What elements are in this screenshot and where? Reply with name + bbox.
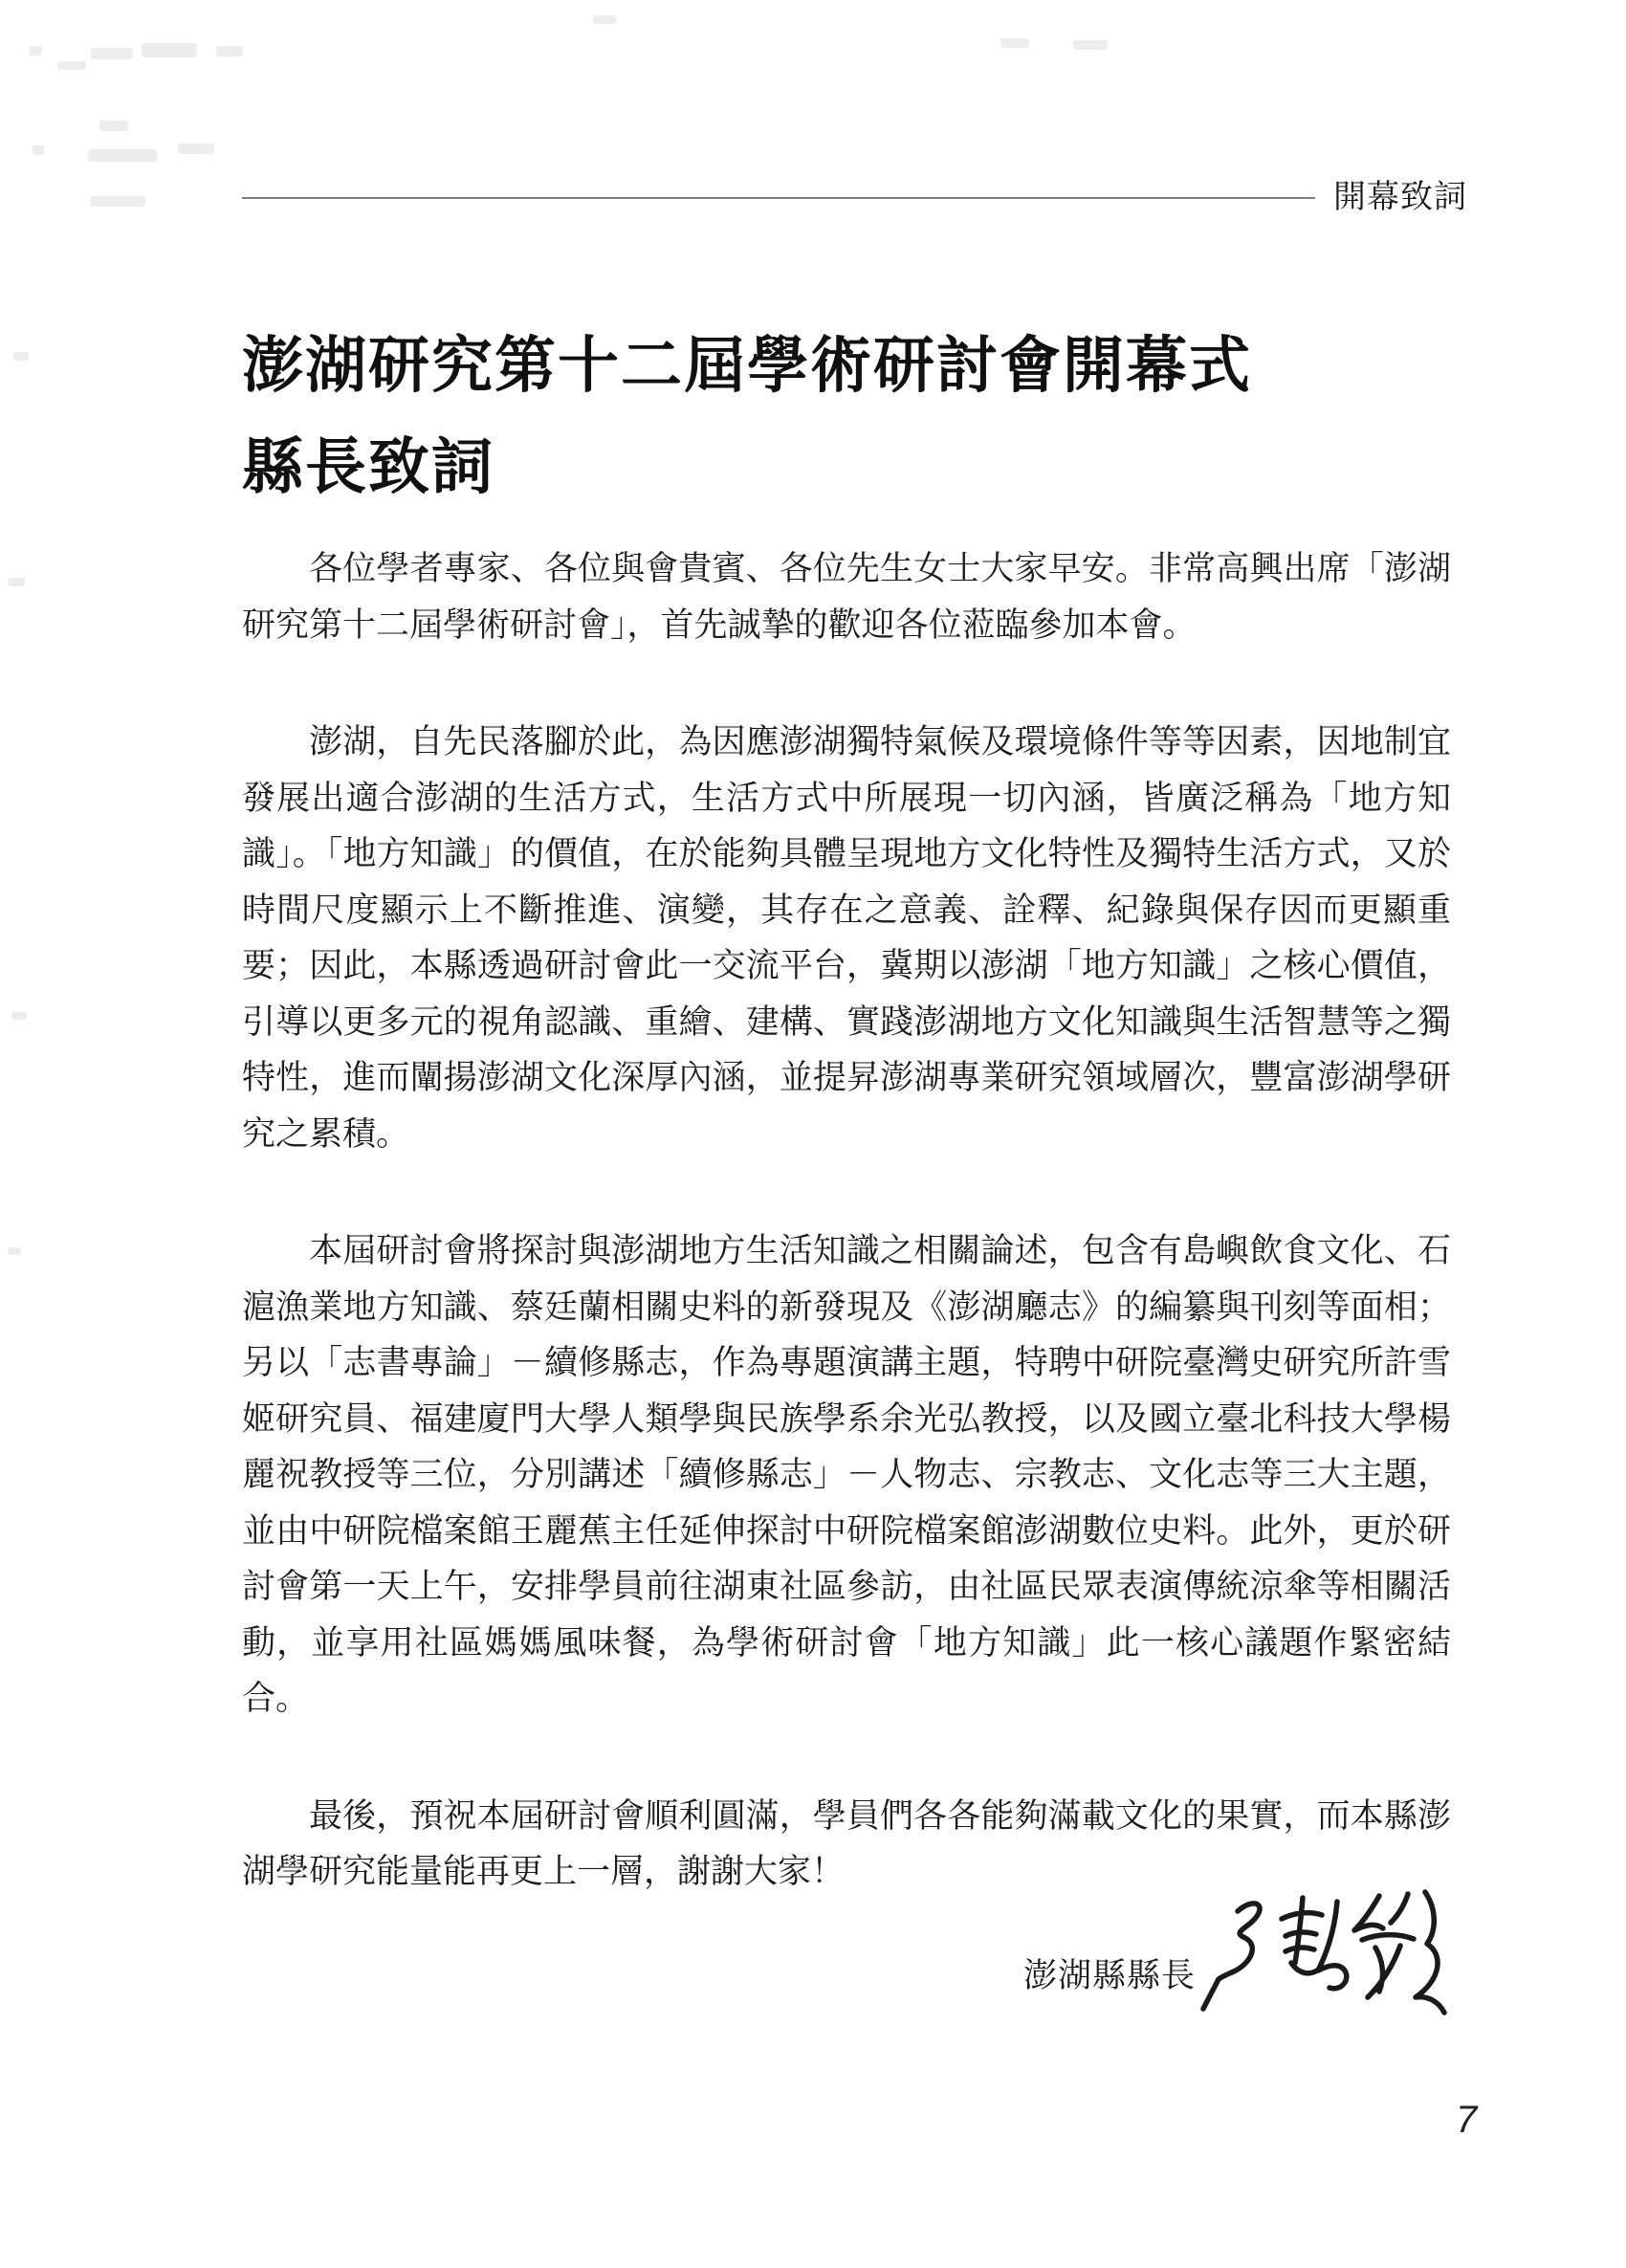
scan-noise (593, 15, 616, 24)
title-line-2: 縣長致詞 (242, 433, 494, 501)
page-number: 7 (1456, 2099, 1478, 2141)
body-text (242, 541, 1451, 1962)
scan-noise (178, 143, 214, 154)
paragraph-4: 最後，預祝本屆研討會順利圓滿，學員們各各能夠滿載文化的果實，而本縣澎湖學研究能量能再更上一層，謝謝大家！ (242, 1796, 1451, 1890)
scan-noise (13, 352, 29, 361)
scan-noise (1073, 40, 1108, 50)
scan-noise (142, 43, 197, 57)
scan-noise (91, 48, 133, 59)
scan-noise (1000, 38, 1029, 48)
title-line-1: 澎湖研究第十二屆學術研討會開幕式 (242, 332, 1252, 400)
signature-handwriting (1192, 1884, 1454, 2028)
scan-noise (33, 145, 44, 155)
scan-noise (57, 61, 86, 70)
scan-noise (90, 196, 145, 207)
scan-noise (99, 121, 128, 131)
scan-noise (8, 1247, 21, 1255)
document-title (242, 316, 1252, 518)
paragraph-3: 本屆研討會將探討與澎湖地方生活知識之相關論述，包含有島嶼飲食文化、石滬漁業地方知識、蔡廷蘭相關史料的新發現及《澎湖廳志》的編纂與刊刻等面相；另以「志書專論」－續修縣志，作為專題演講主題，特聘中研院臺灣史研究所許雪姬研究員、福建廈門大學人類學與民族學系余光弘教授，以及國立臺北科技大學楊麗祝教授等三位，分別講述「續修縣志」－人物志、宗教志、文化志等三大主題，並由中研院檔案館王麗蕉主任延伸探討中研院檔案館澎湖數位史料。此外，更於研討會第一天上午，安排學員前往湖東社區參訪，由社區民眾表演傳統涼傘等相關活動，並享用社區媽媽風味餐，為學術研討會「地方知識」此一核心議題作緊密結合。 (242, 1232, 1451, 1717)
scan-noise (11, 1012, 27, 1020)
paragraph-2: 澎湖，自先民落腳於此，為因應澎湖獨特氣候及環境條件等等因素，因地制宜發展出適合澎湖的生活方式，生活方式中所展現一切內涵，皆廣泛稱為「地方知識」。「地方知識」的價值，在於能夠具體呈現地方文化特性及獨特生活方式，又於時間尺度顯示上不斷推進、演變，其存在之意義、詮釋、紀錄與保存因而更顯重要；因此，本縣透過研討會此一交流平台，冀期以澎湖「地方知識」之核心價值，引導以更多元的視角認識、重繪、建構、實踐澎湖地方文化知識與生活智慧等之獨特性，進而闡揚澎湖文化深厚內涵，並提昇澎湖專業研究領域層次，豐富澎湖學研究之累積。 (242, 723, 1451, 1153)
running-header-label: 開幕致詞 (1333, 179, 1467, 215)
scan-noise (216, 46, 243, 56)
header-rule (242, 197, 1315, 199)
paragraph-1: 各位學者專家、各位與會貴賓、各位先生女士大家早安。非常高興出席「澎湖研究第十二屆學術研討會」，首先誠摯的歡迎各位蒞臨參加本會。 (242, 550, 1451, 644)
scan-noise (8, 578, 25, 586)
scan-noise (88, 149, 157, 162)
signature-role-label: 澎湖縣縣長 (1023, 1957, 1197, 1994)
scan-noise (29, 46, 42, 55)
